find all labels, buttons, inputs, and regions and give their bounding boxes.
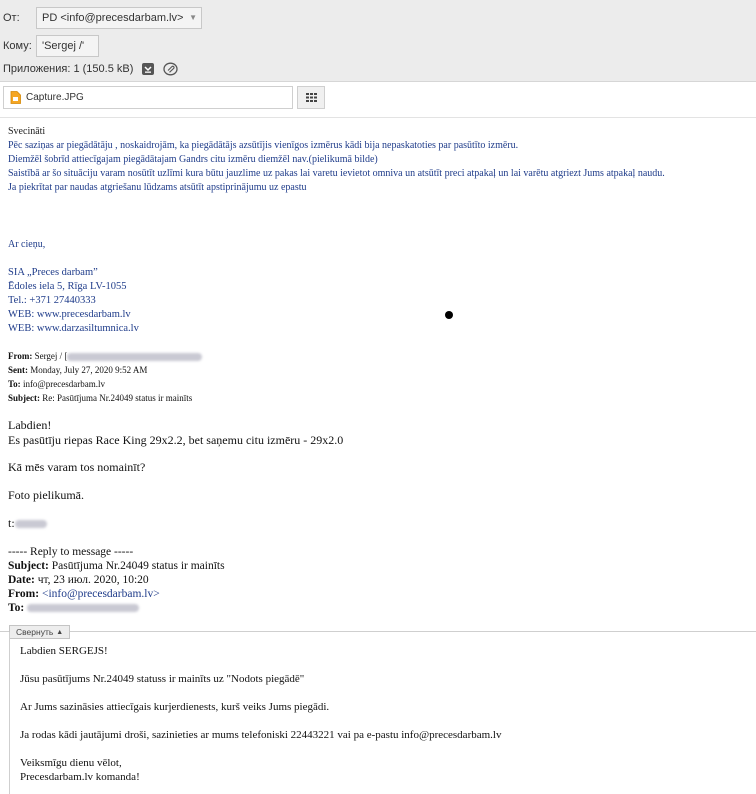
reply-date-label: Date: (8, 574, 35, 586)
quoted-line-6: Precesdarbam.lv komanda! (20, 771, 140, 783)
quoted-line-1: Labdien SERGEJS! (20, 645, 108, 657)
customer-phone (8, 516, 47, 530)
attachments-info (3, 62, 177, 76)
signature-address: Ēdoles iela 5, Rīga LV-1055 (8, 281, 127, 292)
reply-subject (8, 559, 225, 573)
attachment-filename: Capture.JPG (26, 92, 84, 103)
reply-from (8, 587, 160, 601)
body-greeting: Svecināti (8, 126, 46, 137)
reply-from-label: From: (8, 588, 40, 600)
reply-from-value: <info@precesdarbam.lv> (41, 588, 160, 600)
customer-phone-label: t: (8, 516, 15, 530)
redacted-email (67, 353, 202, 361)
reply-subject-value: Pasūtījuma Nr.24049 status ir mainīts (51, 560, 225, 572)
signature-web-1: WEB: www.precesdarbam.lv (8, 309, 131, 320)
fwd-subject (8, 391, 192, 405)
fwd-sent (8, 363, 147, 377)
cursor-dot (445, 311, 453, 319)
to-value: 'Sergej /' (42, 40, 85, 52)
fwd-subject-label: Subject: (8, 393, 40, 403)
fwd-sent-label: Sent: (8, 365, 28, 375)
chevron-down-icon: ▼ (189, 13, 197, 22)
fwd-subject-value: Re: Pasūtījuma Nr.24049 status ir mainīts (42, 393, 193, 403)
quoted-message (9, 632, 756, 794)
reply-to-label: To: (8, 602, 25, 614)
reply-subject-label: Subject: (8, 560, 49, 572)
customer-greeting: Labdien! (8, 418, 52, 432)
fwd-from (8, 349, 202, 363)
reply-date-value: чт, 23 июл. 2020, 10:20 (37, 574, 149, 586)
grid-view-button[interactable] (297, 86, 325, 109)
grid-icon (306, 93, 317, 102)
attachment-file[interactable] (3, 86, 293, 109)
reply-title: ----- Reply to message ----- (8, 546, 134, 558)
body-line-2: Diemžēl šobrīd attiecīgajam piegādātajam Gandrs citu izmēru diemžēl nav.(pielikumā bilde) (8, 154, 378, 165)
customer-line-2: Kā mēs varam tos nomainīt? (8, 460, 146, 474)
to-field[interactable] (36, 35, 99, 57)
fwd-to (8, 377, 105, 391)
redacted-phone (15, 520, 47, 528)
customer-line-3: Foto pielikumā. (8, 488, 84, 502)
fwd-from-value: Sergej / [ (34, 351, 68, 361)
closing: Ar cieņu, (8, 239, 46, 250)
message-header (0, 0, 756, 82)
to-label: Кому: (3, 40, 32, 52)
quoted-line-2: Jūsu pasūtījums Nr.24049 statuss ir mainīts uz "Nodots piegādē" (20, 673, 305, 685)
from-value: PD <info@precesdarbam.lv> (42, 12, 184, 24)
collapse-label: Свернуть (16, 627, 54, 637)
quoted-line-3: Ar Jums sazināsies attiecīgais kurjerdienests, kurš veiks Jums piegādi. (20, 701, 330, 713)
redacted-email (27, 604, 139, 612)
customer-line-1: Es pasūtīju riepas Race King 29x2.2, bet saņemu citu izmēru - 29x2.0 (8, 433, 344, 447)
signature-phone: Tel.: +371 27440333 (8, 295, 96, 306)
signature-web-2: WEB: www.darzasiltumnica.lv (8, 323, 139, 334)
quoted-line-4: Ja rodas kādi jautājumi droši, sazinieties ar mums telefoniski 22443221 vai pa e-pastu info@precesdarbam.lv (20, 729, 502, 741)
attachment-icon[interactable] (163, 62, 177, 76)
fwd-sent-value: Monday, July 27, 2020 9:52 AM (30, 365, 148, 375)
body-line-1: Pēc saziņas ar piegādātāju , noskaidrojām, ka piegādātājs azsūtījis vienīgos izmērus kādi bija nepaskatoties par pasūtīto izmēru. (8, 140, 519, 151)
fwd-to-label: To: (8, 379, 21, 389)
attachments-label: Приложения: 1 (150.5 kB) (3, 63, 134, 75)
divider (0, 117, 756, 118)
download-icon[interactable] (141, 62, 155, 76)
reply-date (8, 573, 149, 587)
image-file-icon (10, 91, 21, 104)
from-select[interactable] (36, 7, 202, 29)
from-label: От: (3, 12, 20, 24)
reply-to (8, 601, 139, 615)
chevron-up-icon: ▲ (56, 628, 64, 636)
fwd-to-value: info@precesdarbam.lv (22, 379, 105, 389)
body-line-3: Saistībā ar šo situāciju varam nosūtīt uzlīmi kura būtu jauzlime uz pakas lai varetu ievietot omniva un atsūtīt preci atpakaļ un lai varētu atgriezt Jums atpakaļ naudu. (8, 168, 665, 179)
body-line-4: Ja piekrītat par naudas atgriešanu lūdzams atsūtīt apstiprinājumu uz epastu (8, 182, 307, 193)
fwd-from-label: From: (8, 351, 33, 361)
quoted-line-5: Veiksmīgu dienu vēlot, (20, 757, 122, 769)
signature-company: SIA „Preces darbam” (8, 267, 98, 278)
